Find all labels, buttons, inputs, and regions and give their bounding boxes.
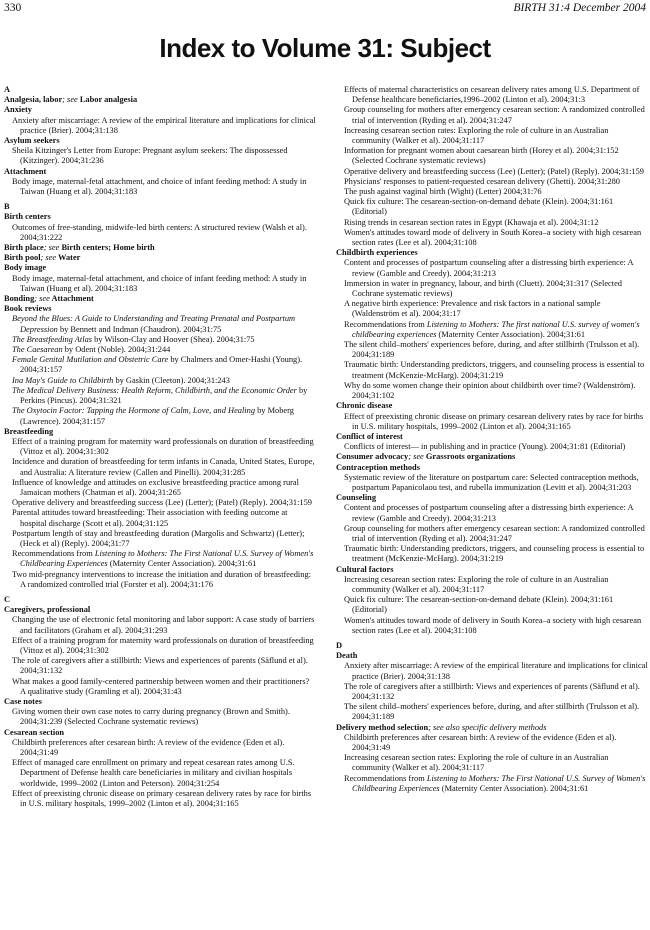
entry-text: Sheila Kitzinger's Letter from Europe: Pregnant asylum seekers: The dispossessed (Kitzinger). 2004;31:236 [12, 146, 288, 166]
entry-text: Operative delivery and breastfeeding success (Lee) (Letter); (Patel) (Reply). 2004;31:159 [344, 166, 644, 176]
index-heading [336, 565, 648, 575]
entry-text: Effect of preexisting chronic disease on primary cesarean delivery rates by race for births in U.S. military hospitals, 1999–2002 (Linton et al). 2004;31:165 [344, 411, 644, 431]
heading-term: Birth pool [4, 253, 41, 263]
entry-text: Content and processes of postpartum counseling after a distressing birth experience: A review (Gamble and Creedy). 2004;31:213 [344, 258, 634, 278]
index-entry [4, 615, 316, 635]
index-entry [4, 529, 316, 549]
index-entry [4, 355, 316, 375]
index-entry [336, 733, 648, 753]
entry-text: Effect of managed care enrollment on primary and repeat cesarean rates among U.S. Department of Defense health care beneficiaries in military and civilian hospitals worldwide, 1999–2002 (Linton and Peterson). 2004;31:254 [12, 758, 295, 788]
see-reference: ; see [34, 294, 50, 304]
entry-title-italic: Beyond the Blues: A Guide to Understanding and Treating Prenatal and Postpartum Depression [12, 314, 296, 334]
section-letter: A [4, 85, 11, 94]
index-entry [4, 116, 316, 136]
entry-text: Physicians' responses to patient-requested cesarean delivery (Ghetti). 2004;31:280 [344, 176, 620, 186]
heading-term: Body image [4, 263, 47, 273]
section-letter: C [4, 594, 11, 604]
entry-text: Quick fix culture: The cesarean-section-on-demand debate (Klein). 2004;31:161 (Editorial) [344, 595, 614, 615]
entry-text: by Wilson-Clay and Hoover (Shea). 2004;31:75 [92, 334, 255, 344]
entry-text: Childbirth preferences after cesarean birth: A review of the evidence (Eden et al). 2004;31:49 [344, 732, 617, 752]
entry-title-italic: The Breastfeeding Atlas [12, 334, 93, 344]
index-heading [336, 463, 648, 473]
see-reference: ; see also specific delivery methods [428, 722, 547, 732]
heading-term: Asylum seekers [4, 136, 60, 146]
index-entry [4, 437, 316, 457]
entry-text: Effect of a training program for maternity ward professionals on duration of breastfeeding (Vittoz et al). 2004;31:302 [12, 436, 314, 457]
index-entry [4, 508, 316, 528]
heading-term: Anxiety [4, 105, 32, 115]
see-reference: ; see [40, 253, 57, 263]
entry-text: Influence of knowledge and attitudes on exclusive breastfeeding practice among rural Jamaican mothers (Chatman et al). 2004;31:265 [12, 477, 299, 497]
index-heading [336, 651, 648, 661]
index-entry [336, 340, 648, 360]
index-heading [4, 253, 316, 263]
index-heading [4, 605, 316, 615]
entry-text: Two mid-pregnancy interventions to increase the initiation and duration of breastfeeding: A randomized controlled trial (Forster et al). 2004;31:176 [12, 569, 311, 589]
index-entry [4, 314, 316, 334]
heading-term: Book reviews [4, 304, 52, 314]
index-entry [4, 758, 316, 789]
index-entry [4, 335, 316, 345]
entry-text: Increasing cesarean section rates: Exploring the role of culture in an Australian community (Walker et al). 2004;31:117 [344, 574, 609, 594]
entry-text: Content and processes of postpartum counseling after a distressing birth experience: A review (Gamble and Creedy). 2004;31:213 [344, 503, 634, 523]
heading-term: Caregivers, professional [4, 605, 91, 615]
entry-text: Conflicts of interest— in publishing and in practice (Young). 2004;31:81 (Editorial) [344, 442, 626, 452]
index-entry [336, 442, 648, 452]
see-reference: ; see [408, 452, 424, 462]
index-entry [4, 478, 316, 498]
index-entry [4, 570, 316, 590]
entry-text: Increasing cesarean section rates: Exploring the role of culture in an Australian community (Walker et al). 2004;31:117 [344, 753, 609, 773]
index-entry [336, 753, 648, 773]
entry-text: by Gaskin (Cleeton). 2004;31:243 [113, 375, 230, 385]
index-entry [336, 299, 648, 319]
index-entry [336, 197, 648, 217]
heading-term: Chronic disease [336, 401, 393, 411]
index-entry [336, 228, 648, 248]
entry-text: by Perkins (Pincus). 2004;31:321 [20, 385, 308, 406]
index-heading [4, 136, 316, 146]
heading-term: Breastfeeding [4, 426, 54, 436]
entry-text: Effect of a training program for maternity ward professionals on duration of breastfeeding (Vittoz et al). 2004;31:302 [12, 635, 314, 655]
heading-term: Bonding [4, 294, 35, 304]
entry-text: Outcomes of free-standing, midwife-led birth centers: A structured review (Walsh et al). 2004;31:222 [12, 222, 307, 242]
entry-text: Parental attitudes toward breastfeeding: Their association with feeding outcome at hospital discharge (Scott et al). 2004;31:125 [12, 508, 288, 528]
index-entry [336, 187, 648, 197]
index-heading [336, 493, 648, 503]
heading-term: Cultural factors [336, 564, 394, 574]
index-entry [336, 167, 648, 177]
index-heading [4, 427, 316, 437]
index-heading [4, 105, 316, 115]
heading-term: Delivery method selection [336, 722, 429, 732]
index-entry [4, 656, 316, 676]
entry-text: What makes a good family-centered partnership between women and their practitioners? A qualitative study (Gramling et al). 2004;31:43 [12, 676, 310, 696]
entry-text: Group counseling for mothers after emergency cesarean section: A randomized controlled trial of intervention (Ryding et al). 2004;31:247 [344, 105, 645, 125]
entry-text: Recommendations from [12, 549, 95, 559]
section-letter: B [4, 202, 10, 212]
entry-title-italic: The Medical Delivery Business: Health Reform, Childbirth, and the Economic Order [12, 385, 297, 395]
running-head [4, 0, 646, 16]
index-entry [336, 126, 648, 146]
index-entry [4, 498, 316, 508]
journal-info: BIRTH 31:4 December 2004 [513, 2, 646, 14]
index-entry [336, 320, 648, 340]
index-entry [336, 595, 648, 615]
entry-text: Why do some women change their opinion about childbirth over time? (Waldenström). 2004;31:102 [344, 380, 636, 401]
entry-text: Women's attitudes toward mode of delivery in South Korea–a society with high cesarean section rates (Lee et al). 2004;31:108 [344, 615, 642, 635]
page-title: Index to Volume 31: Subject [159, 33, 491, 63]
index-heading [4, 294, 316, 304]
entry-text: Childbirth preferences after cesarean birth: A review of the evidence (Eden et al). 2004;31:49 [12, 737, 285, 757]
entry-text: by Bennett and Indman (Chaudron). 2004;31:75 [57, 324, 222, 334]
entry-text: Giving women their own case notes to carry during pregnancy (Brown and Smith). 2004;31:239 (Selected Cochrane systematic reviews) [12, 707, 290, 727]
entry-title-italic: The Oxytocin Factor: Tapping the Hormone of Calm, Love, and Healing [12, 406, 256, 416]
entry-text-tail: (Maternity Center Association). 2004;31:61 [436, 329, 586, 339]
index-heading [4, 212, 316, 222]
index-entry [4, 406, 316, 426]
index-heading [336, 401, 648, 411]
heading-term: Consumer advocacy [336, 452, 409, 462]
see-target: Grassroots organizations [423, 452, 516, 462]
index-entry [336, 524, 648, 544]
index-heading [4, 263, 316, 273]
left-column [4, 85, 316, 809]
entry-text: Women's attitudes toward mode of delivery in South Korea–a society with high cesarean section rates (Lee et al). 2004;31:108 [344, 227, 642, 248]
entry-text: by Odent (Noble). 2004;31:244 [62, 345, 171, 355]
entry-text: Systematic review of the literature on postpartum care: Selected contraception methods, postpartum Papanicolaou test, and rubella immunization (Levitt et al). 2004;31:203 [344, 472, 639, 492]
index-heading [4, 697, 316, 707]
entry-title-italic: Listening to Mothers: The First National U.S. Survey of Women's Childbearing Experiences [352, 773, 646, 793]
right-column [336, 85, 648, 794]
index-entry [4, 345, 316, 355]
entry-text-tail: (Maternity Center Association). 2004;31:61 [107, 559, 257, 569]
index-entry [336, 616, 648, 636]
see-target: Labor analgesia [77, 95, 138, 105]
entry-text: The role of caregivers after a stillbirth: Views and experiences of parents (Säflund et al). 2004;31:132 [344, 681, 640, 701]
entry-title-italic: Listening to Mothers: The First National U.S. Survey of Women's Childbearing Experiences [20, 549, 314, 569]
heading-term: Case notes [4, 696, 42, 706]
entry-text: Traumatic birth: Understanding predictors, triggers, and counseling process is essential to treatment (McKenzie-McHarg). 2004;31:219 [344, 360, 645, 380]
index-entry [4, 789, 316, 809]
index-entry [336, 146, 648, 166]
entry-text: Body image, maternal-fetal attachment, and choice of infant feeding method: A study in Taiwan (Huang et al). 2004;31:183 [12, 273, 307, 293]
entry-text: The silent child–mothers' experiences before, during, and after stillbirth (Trulsson et al). 2004;31:189 [344, 340, 640, 360]
see-reference: ; see [43, 243, 60, 253]
index-entry [4, 549, 316, 569]
entry-title-italic: The Caesarean [12, 345, 63, 355]
entry-text: Information for pregnant women about caesarean birth (Horey et al). 2004;31:152 (Selected Cochrane systematic reviews) [344, 146, 619, 166]
heading-term: Cesarean section [4, 727, 65, 737]
entry-text: Recommendations from [344, 319, 427, 329]
see-target: Attachment [49, 294, 94, 304]
entry-text: Effect of preexisting chronic disease on primary cesarean delivery rates by race for births in U.S. military hospitals, 1999–2002 (Linton et al). 2004;31:165 [12, 788, 312, 809]
entry-text: The silent child–mothers' experiences before, during, and after stillbirth (Trulsson et al). 2004;31:189 [344, 702, 640, 722]
index-entry [336, 503, 648, 523]
entry-title-italic: Female Genital Mutilation and Obstetric Care [12, 355, 169, 365]
entry-text: Anxiety after miscarriage: A review of the empirical literature and implications for clinical practice (Brier). 2004;31:138 [344, 661, 648, 681]
entry-text: Postpartum length of stay and breastfeeding duration (Margolis and Schwartz) (Letter); (Heck et al) (Reply). 2004;31:77 [12, 528, 305, 548]
entry-text: Traumatic birth: Understanding predictors, triggers, and counseling process is essential to treatment (McKenzie-McHarg). 2004;31:219 [344, 544, 645, 564]
index-entry [336, 412, 648, 432]
index-entry [4, 376, 316, 386]
index-heading [4, 304, 316, 314]
see-target: Birth centers; Home birth [59, 243, 155, 253]
index-entry [336, 218, 648, 228]
index-entry [4, 274, 316, 294]
index-entry [336, 661, 648, 681]
index-entry [336, 381, 648, 401]
index-entry [336, 682, 648, 702]
index-entry [336, 575, 648, 595]
index-entry [4, 677, 316, 697]
index-entry [4, 707, 316, 727]
index-entry [336, 544, 648, 564]
entry-text: by Chalmers and Omer-Hashi (Young). 2004;31:157 [20, 355, 303, 375]
heading-term: Counseling [336, 493, 377, 503]
heading-term: Birth centers [4, 212, 51, 222]
heading-term: Contraception methods [336, 462, 420, 472]
index-entry [4, 223, 316, 243]
heading-term: Death [336, 651, 358, 661]
entry-text: Body image, maternal-fetal attachment, and choice of infant feeding method: A study in Taiwan (Huang et al). 2004;31:183 [12, 176, 307, 197]
entry-text: Changing the use of electronic fetal monitoring and labor support: A case study of barriers and facilitators (Graham et al). 2004;31:293 [12, 615, 315, 635]
index-entry [4, 177, 316, 197]
section-letter: D [336, 640, 343, 650]
index-heading [336, 723, 648, 733]
index-entry [336, 105, 648, 125]
index-heading [4, 95, 316, 105]
entry-text: Operative delivery and breastfeeding success (Lee) (Letter); (Patel) (Reply). 2004;31:159 [12, 498, 312, 508]
entry-text: Quick fix culture: The cesarean-section-on-demand debate (Klein). 2004;31:161 (Editorial) [344, 197, 614, 217]
index-entry [4, 636, 316, 656]
page-number: 330 [4, 2, 22, 14]
index-heading [336, 248, 648, 258]
index-entry [336, 177, 648, 187]
heading-term: Attachment [4, 166, 47, 176]
entry-text: Recommendations from [344, 773, 427, 783]
index-entry [336, 258, 648, 278]
entry-text: by Moberg (Lawrence). 2004;31:157 [20, 406, 294, 426]
index-entry [4, 386, 316, 406]
index-entry [336, 279, 648, 299]
entry-title-italic: Ina May's Guide to Childbirth [12, 375, 114, 385]
index-entry [336, 702, 648, 722]
heading-term: Childbirth experiences [336, 248, 418, 258]
index-entry [336, 360, 648, 380]
index-heading [4, 728, 316, 738]
entry-text: Immersion in water in pregnancy, labour, and birth (Cluett). 2004;31:317 (Selected Cochrane systematic reviews) [344, 278, 622, 299]
entry-text: Effects of maternal characteristics on cesarean delivery rates among U.S. Department of Defense healthcare beneficiaries,1996–2002 (Linton et al). 2004;31:3 [344, 85, 640, 105]
entry-text: A negative birth experience: Prevalence and risk factors in a national sample (Waldenström et al). 2004;31:17 [344, 299, 601, 319]
entry-text: Increasing cesarean section rates: Exploring the role of culture in an Australian community (Walker et al). 2004;31:117 [344, 125, 609, 146]
index-entry [336, 473, 648, 493]
entry-title-italic: Listening to Mothers: The first national U.S. survey of women's childbearing experiences [352, 319, 640, 339]
heading-term: Birth place [4, 243, 44, 253]
index-heading [4, 167, 316, 177]
index-heading [4, 243, 316, 253]
index-entry [4, 738, 316, 758]
index-heading [336, 452, 648, 462]
entry-text: The role of caregivers after a stillbirth: Views and experiences of parents (Säflund et al). 2004;31:132 [12, 656, 308, 676]
entry-text: Group counseling for mothers after emergency cesarean section: A randomized controlled trial of intervention (Ryding et al). 2004;31:247 [344, 523, 645, 543]
see-reference: ; see [62, 95, 78, 105]
entry-text: Rising trends in cesarean section rates in Egypt (Khawaja et al). 2004;31:12 [344, 217, 599, 227]
entry-text-tail: (Maternity Center Association). 2004;31:61 [439, 783, 589, 793]
see-target: Water [56, 253, 81, 263]
index-entry [336, 85, 648, 105]
index-heading [336, 432, 648, 442]
heading-term: Analgesia, labor [4, 95, 63, 105]
heading-term: Conflict of interest [336, 431, 403, 441]
index-entry [336, 774, 648, 794]
index-entry [4, 457, 316, 477]
entry-text: The push against vaginal birth (Wight) (Letter) 2004;31:76 [344, 187, 542, 197]
index-entry [4, 146, 316, 166]
entry-text: Anxiety after miscarriage: A review of the empirical literature and implications for clinical practice (Brier). 2004;31:138 [12, 115, 316, 135]
entry-text: Incidence and duration of breastfeeding for term infants in Canada, United States, Europe, and Australia: A literature review (Callen and Pinelli). 2004;31:285 [12, 457, 315, 477]
